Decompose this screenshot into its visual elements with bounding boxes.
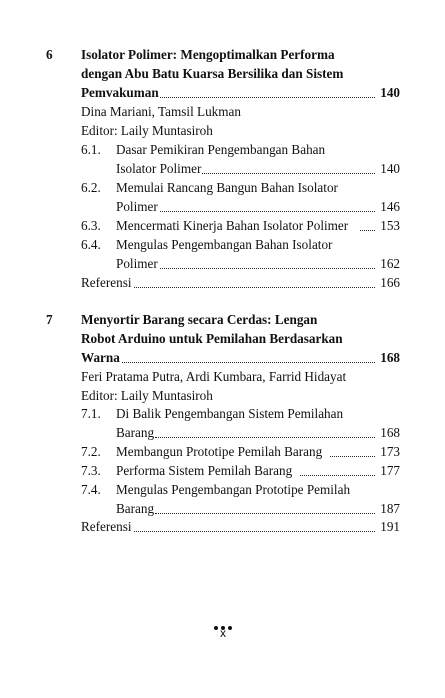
chapter-title-line: Robot Arduino untuk Pemilahan Berdasarkan: [81, 331, 343, 346]
section-title-line: Mengulas Pengembangan Bahan Isolator: [116, 237, 333, 252]
section-page: 162: [380, 256, 400, 271]
section-final-row: [0, 254, 445, 273]
section-page: 187: [380, 501, 400, 516]
chapter-title-line: Isolator Polimer: Mengoptimalkan Performa: [81, 47, 335, 62]
section-final-row: [0, 423, 445, 442]
chapter-authors: Dina Mariani, Tamsil Lukman: [81, 104, 241, 119]
section-title-line: Performa Sistem Pemilah Barang: [116, 463, 293, 478]
section-number: 6.2.: [81, 180, 101, 195]
section-final-row: [0, 499, 445, 518]
section-page: 140: [380, 161, 400, 176]
section-final-row: [0, 197, 445, 216]
section-row: [0, 461, 445, 480]
chapter-editor: Editor: Laily Muntasiroh: [81, 388, 213, 403]
chapter-number: 7: [46, 312, 53, 327]
section-title-line: Barang: [116, 501, 155, 516]
chapter-title-final-row: [0, 83, 445, 102]
section-title-line: Barang: [116, 425, 155, 440]
section-page: 153: [380, 218, 400, 233]
references-label: Referensi: [81, 275, 132, 290]
chapter-title-line: Menyortir Barang secara Cerdas: Lengan: [81, 312, 318, 327]
references-page: 191: [380, 519, 400, 534]
chapter-page: 140: [380, 85, 400, 100]
section-number: 7.3.: [81, 463, 101, 478]
section-title-line: Polimer: [116, 199, 158, 214]
section-number: 6.4.: [81, 237, 101, 252]
chapter-title-final-row: [0, 348, 445, 367]
section-title-line: Memulai Rancang Bangun Bahan Isolator: [116, 180, 338, 195]
chapter-editor: Editor: Laily Muntasiroh: [81, 123, 213, 138]
page-number: x: [220, 626, 226, 640]
section-number: 7.2.: [81, 444, 101, 459]
section-title-line: Di Balik Pengembangan Sistem Pemilahan: [116, 406, 344, 421]
section-page: 173: [380, 444, 400, 459]
section-number: 6.3.: [81, 218, 101, 233]
section-title-line: Mencermati Kinerja Bahan Isolator Polimer: [116, 218, 349, 233]
chapter-page: 168: [380, 350, 400, 365]
section-final-row: [0, 159, 445, 178]
section-number: 7.4.: [81, 482, 101, 497]
section-title-line: Mengulas Pengembangan Prototipe Pemilah: [116, 482, 351, 497]
section-page: 177: [380, 463, 400, 478]
section-title-line: Isolator Polimer: [116, 161, 202, 176]
references-label: Referensi: [81, 519, 132, 534]
section-page: 146: [380, 199, 400, 214]
section-title-line: Membangun Prototipe Pemilah Barang: [116, 444, 323, 459]
section-title-line: Dasar Pemikiran Pengembangan Bahan: [116, 142, 326, 157]
section-page: 168: [380, 425, 400, 440]
references-row: [0, 517, 445, 536]
section-row: [0, 442, 445, 461]
chapter-title-line: dengan Abu Batu Kuarsa Bersilika dan Sistem: [81, 66, 344, 81]
chapter-title-line: Warna: [81, 350, 120, 365]
references-row: [0, 273, 445, 292]
chapter-title-line: Pemvakuman: [81, 85, 159, 100]
section-title-line: Polimer: [116, 256, 158, 271]
section-row: [0, 216, 445, 235]
chapter-number: 6: [46, 47, 53, 62]
chapter-authors: Feri Pratama Putra, Ardi Kumbara, Farrid Hidayat: [81, 369, 347, 384]
references-page: 166: [380, 275, 400, 290]
section-number: 7.1.: [81, 406, 101, 421]
section-number: 6.1.: [81, 142, 101, 157]
